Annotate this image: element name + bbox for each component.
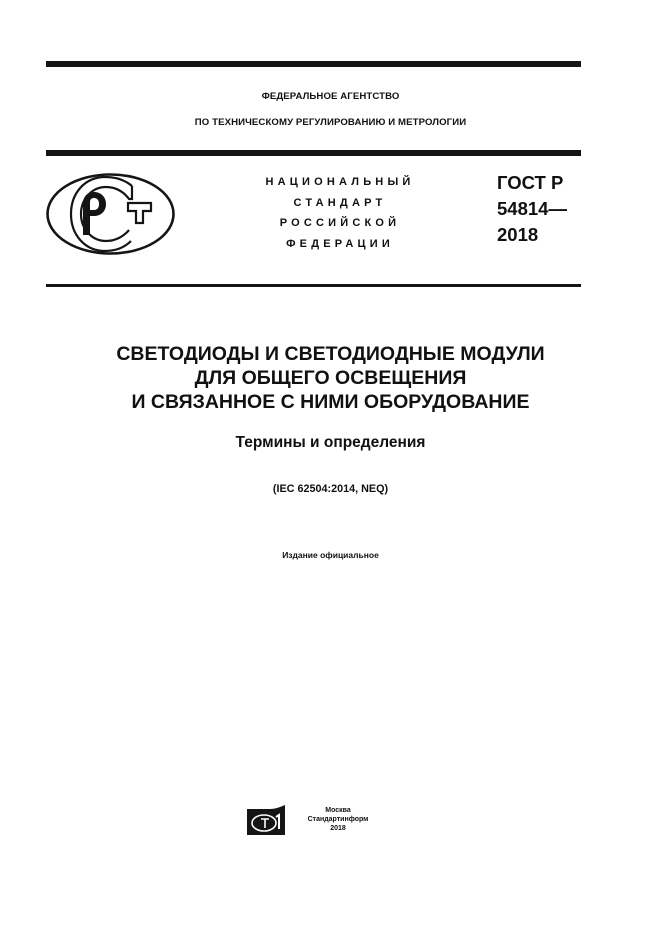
bottom-divider: [46, 284, 581, 287]
iec-reference: (IEC 62504:2014, NEQ): [272, 483, 389, 495]
national-line-1: НАЦИОНАЛЬНЫЙ: [265, 176, 415, 188]
standartinform-logo-icon: [246, 805, 286, 835]
national-line-3: РОССИЙСКОЙ: [279, 217, 401, 229]
publisher-city: Москва: [325, 807, 351, 814]
publisher-name: Стандартинформ: [307, 816, 369, 823]
document-title: [0, 342, 661, 414]
national-standard-label: [240, 172, 440, 254]
designation-line-2: 54814—: [497, 198, 567, 219]
national-line-4: ФЕДЕРАЦИИ: [286, 237, 394, 250]
designation-line-1: ГОСТ Р: [497, 172, 564, 193]
document-subtitle: Термины и определения: [235, 434, 426, 451]
agency-name-line-1: ФЕДЕРАЛЬНОЕ АГЕНТСТВО: [261, 91, 400, 102]
national-line-2: СТАНДАРТ: [293, 196, 387, 209]
title-line-3: И СВЯЗАННОЕ С НИМИ ОБОРУДОВАНИЕ: [131, 391, 530, 413]
publisher-block: [296, 806, 380, 833]
gost-rst-logo-icon: [45, 172, 176, 256]
title-line-2: ДЛЯ ОБЩЕГО ОСВЕЩЕНИЯ: [194, 367, 467, 389]
publisher-year: 2018: [330, 825, 346, 832]
standard-designation: [497, 170, 567, 248]
top-divider: [46, 61, 581, 67]
title-line-1: СВЕТОДИОДЫ И СВЕТОДИОДНЫЕ МОДУЛИ: [116, 343, 545, 365]
edition-label: Издание официальное: [282, 550, 379, 560]
agency-name-line-2: ПО ТЕХНИЧЕСКОМУ РЕГУЛИРОВАНИЮ И МЕТРОЛОГИИ: [194, 117, 467, 128]
designation-line-3: 2018: [497, 224, 539, 245]
middle-divider: [46, 150, 581, 156]
